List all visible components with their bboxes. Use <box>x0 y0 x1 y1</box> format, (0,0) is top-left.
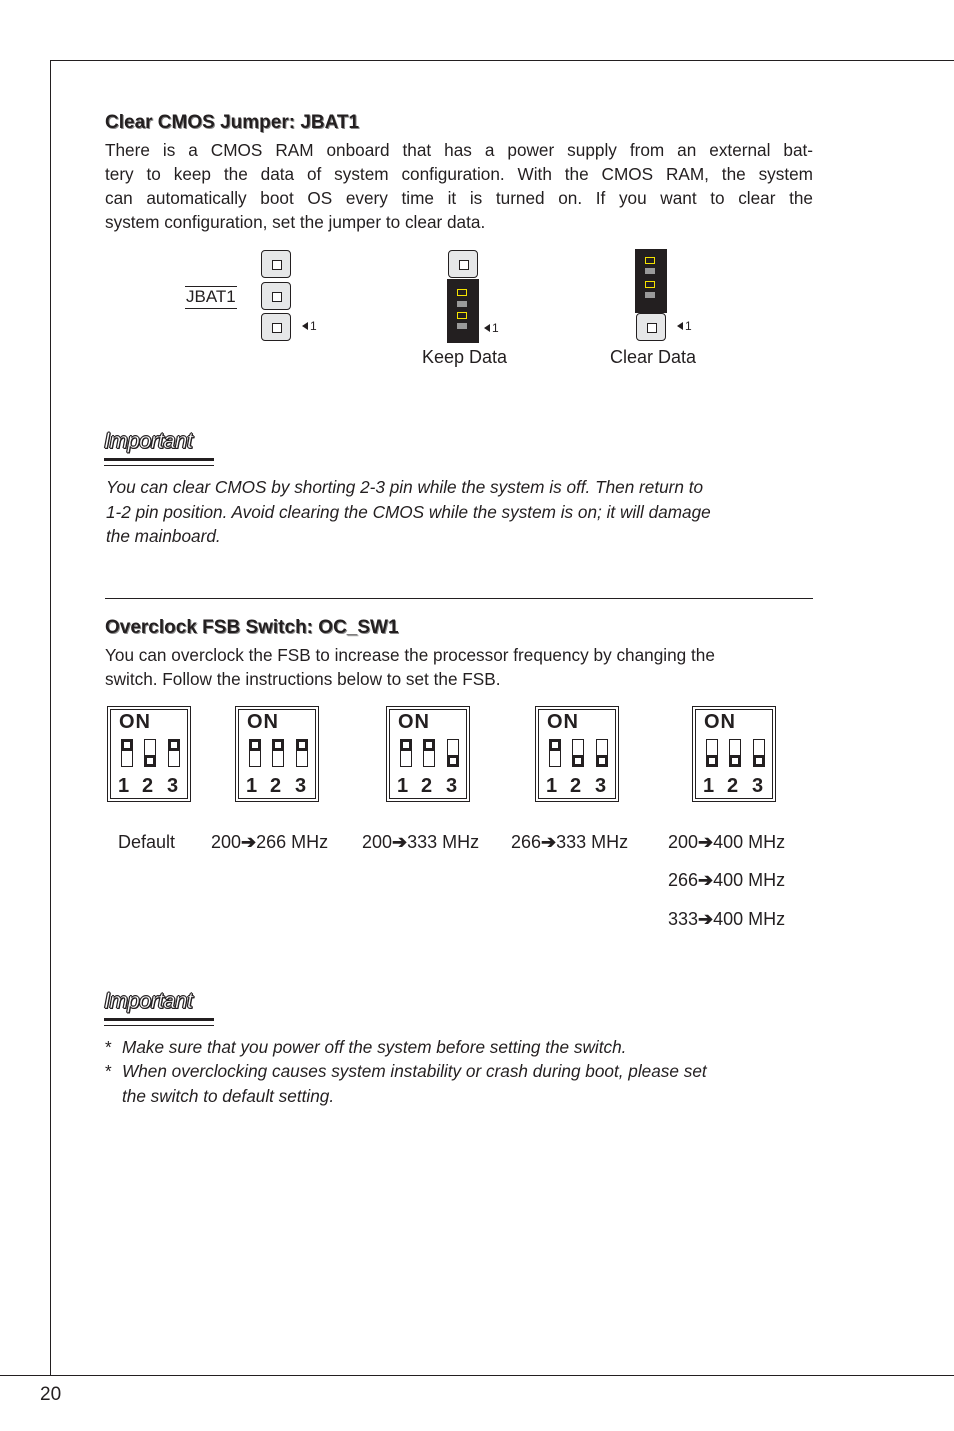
dip-switch-1-lever-1 <box>121 739 133 767</box>
jumper-pin-1 <box>261 313 291 341</box>
important-underline-1b <box>104 465 214 466</box>
dip-number: 2 <box>570 775 582 797</box>
page-frame-top <box>50 60 954 61</box>
pin-one-text: 1 <box>310 319 317 333</box>
dip-knob-down <box>596 755 608 767</box>
important-underline-2b <box>104 1025 214 1026</box>
dip-number: 3 <box>752 775 764 797</box>
oc-line-1: You can overclock the FSB to increase the processor frequency by changing the <box>105 645 715 665</box>
cap-mid <box>645 268 655 274</box>
dip-number: 2 <box>727 775 739 797</box>
fsb-label-266-333: 266➔333 MHz <box>511 832 629 852</box>
dip-on-label: ON <box>119 711 151 733</box>
dip-knob-up <box>549 739 561 751</box>
page-number: 20 <box>40 1384 62 1405</box>
dip-switch-4-lever-1 <box>549 739 561 767</box>
dip-knob-down <box>706 755 718 767</box>
dip-switch-4 <box>535 706 619 802</box>
dip-number: 3 <box>295 775 307 797</box>
page-frame-left <box>50 60 51 1375</box>
important-underline-2 <box>104 1018 214 1021</box>
dip-number: 3 <box>446 775 458 797</box>
dip-number: 1 <box>118 775 130 797</box>
dip-knob-up <box>272 739 284 751</box>
section-divider <box>105 598 813 599</box>
fsb-label-200-400: 200➔400 MHz <box>668 832 786 852</box>
dip-on-label: ON <box>704 711 736 733</box>
bullet2-line-1: When overclocking causes system instability or crash during boot, please set <box>122 1061 707 1081</box>
important1-line-2: 1-2 pin position. Avoid clearing the CMOS while the system is on; it will damage <box>106 501 711 522</box>
pin-one-arrow-icon <box>677 322 683 330</box>
dip-switch-4-lever-2 <box>572 739 584 767</box>
dip-switch-3 <box>386 706 470 802</box>
dip-switch-4-lever-3 <box>596 739 608 767</box>
fsb-label-200-266: 200➔266 MHz <box>211 832 329 852</box>
cmos-line-1: There is a CMOS RAM onboard that has a power supply from an external bat- <box>105 140 813 160</box>
dip-number: 1 <box>246 775 258 797</box>
dip-knob-down <box>572 755 584 767</box>
pin-one-marker <box>484 321 499 335</box>
dip-knob-down <box>729 755 741 767</box>
dip-switch-5-lever-1 <box>706 739 718 767</box>
cmos-line-4: system configuration, set the jumper to clear data. <box>105 212 486 232</box>
dip-switch-2-lever-2 <box>272 739 284 767</box>
cmos-line-3: can automatically boot OS every time it is turned on. If you want to clear the <box>105 188 813 208</box>
dip-number: 1 <box>703 775 715 797</box>
oc-paragraph <box>105 643 813 691</box>
dip-switch-5-lever-2 <box>729 739 741 767</box>
keep-pin-3 <box>448 250 478 278</box>
cap-mid <box>645 292 655 298</box>
dip-knob-up <box>400 739 412 751</box>
pin-one-arrow-icon <box>484 324 490 332</box>
bullet-mark: * <box>105 1037 112 1057</box>
fsb-label-333-400: 333➔400 MHz <box>668 909 786 929</box>
dip-switch-5 <box>692 706 776 802</box>
dip-knob-down <box>447 755 459 767</box>
dip-switch-5-lever-3 <box>753 739 765 767</box>
cmos-line-2: tery to keep the data of system configuration. With the CMOS RAM, the system <box>105 164 813 184</box>
jumper-pin-2 <box>261 282 291 310</box>
keep-jumper-cap <box>447 279 479 343</box>
cap-mid <box>457 323 467 329</box>
dip-number: 2 <box>270 775 282 797</box>
dip-switch-1-lever-2 <box>144 739 156 767</box>
important1-line-3: the mainboard. <box>106 526 221 546</box>
clear-jumper-cap <box>635 249 667 313</box>
dip-number: 2 <box>421 775 433 797</box>
cmos-paragraph <box>105 138 813 234</box>
important1-line-1: You can clear CMOS by shorting 2-3 pin while the system is off. Then return to <box>106 477 704 497</box>
fsb-label-200-333: 200➔333 MHz <box>362 832 480 852</box>
dip-number: 3 <box>167 775 179 797</box>
important-title-2: Important <box>104 988 193 1013</box>
dip-number: 2 <box>142 775 154 797</box>
jbat1-label: JBAT1 <box>185 286 237 309</box>
pin-one-marker <box>677 319 692 333</box>
dip-knob-up <box>121 739 133 751</box>
dip-switch-1 <box>107 706 191 802</box>
bullet-text-1: Make sure that you power off the system before setting the switch. <box>122 1037 627 1057</box>
pin-one-text: 1 <box>492 321 499 335</box>
important-underline-1 <box>104 458 214 461</box>
dip-on-label: ON <box>247 711 279 733</box>
keep-data-label: Keep Data <box>422 347 508 367</box>
dip-switch-1-lever-3 <box>168 739 180 767</box>
cap-slot <box>645 257 655 264</box>
page-frame-bottom <box>0 1375 954 1376</box>
clear-pin-1 <box>636 313 666 341</box>
fsb-label-266-400: 266➔400 MHz <box>668 870 786 890</box>
dip-switch-3-lever-2 <box>423 739 435 767</box>
dip-number: 3 <box>595 775 607 797</box>
dip-switch-2-lever-3 <box>296 739 308 767</box>
fsb-label-default: Default <box>118 832 176 852</box>
bullet-mark: * <box>105 1061 112 1081</box>
dip-number: 1 <box>397 775 409 797</box>
dip-knob-up <box>168 739 180 751</box>
pin-one-arrow-icon <box>302 322 308 330</box>
dip-knob-down <box>144 755 156 767</box>
dip-on-label: ON <box>398 711 430 733</box>
dip-on-label: ON <box>547 711 579 733</box>
dip-switch-3-lever-3 <box>447 739 459 767</box>
important-title-1: Important <box>104 428 193 453</box>
important-paragraph-1 <box>106 475 814 549</box>
dip-knob-up <box>423 739 435 751</box>
cap-mid <box>457 301 467 307</box>
clear-data-label: Clear Data <box>610 347 697 367</box>
jumper-pin-3 <box>261 250 291 278</box>
cap-slot <box>457 289 467 296</box>
dip-switch-2 <box>235 706 319 802</box>
cap-slot <box>457 312 467 319</box>
oc-line-2: switch. Follow the instructions below to set the FSB. <box>105 669 501 689</box>
bullet-text-2 <box>122 1059 815 1108</box>
oc-heading: Overclock FSB Switch: OC_SW1 <box>105 617 399 638</box>
dip-knob-up <box>249 739 261 751</box>
bullet2-line-2: the switch to default setting. <box>122 1085 335 1106</box>
pin-one-marker <box>302 319 317 333</box>
dip-switch-2-lever-1 <box>249 739 261 767</box>
cap-slot <box>645 281 655 288</box>
dip-knob-up <box>296 739 308 751</box>
dip-number: 1 <box>546 775 558 797</box>
dip-switch-3-lever-1 <box>400 739 412 767</box>
pin-one-text: 1 <box>685 319 692 333</box>
dip-knob-down <box>753 755 765 767</box>
cmos-heading: Clear CMOS Jumper: JBAT1 <box>105 112 360 133</box>
